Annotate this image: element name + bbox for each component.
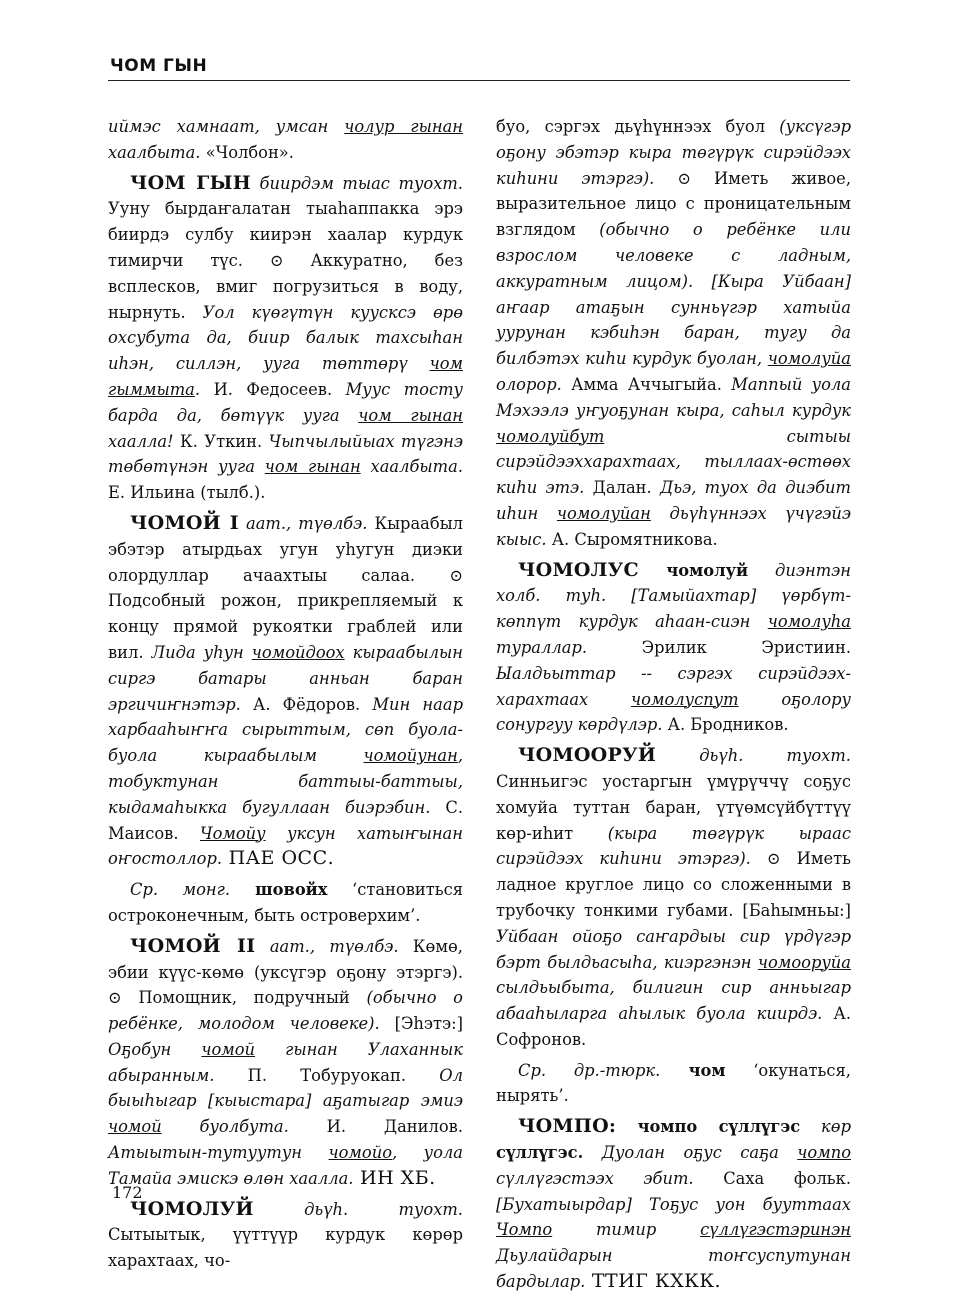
entry-continuation [108,114,463,166]
entry-chom-gyn [108,171,463,506]
grammar-label: диэнтэн холб. туһ. [496,560,851,606]
example-text: иймэс хамнаат, умсан [108,117,345,136]
example-keyword: чолур гынан [344,117,464,136]
source-ref: П. Тобуруокап. [214,1065,407,1085]
grammar-label: биирдэм тыас туохт. [250,173,463,193]
grammar-label: дьүһ. туохт. [656,746,851,766]
example-text: тураллар. [496,637,588,657]
example-keyword: чомпо [797,1143,851,1163]
entry-chompo [496,1114,851,1295]
source-ref: С. Маисов. [108,797,463,843]
headword: ЧОМПО: [518,1115,617,1138]
headword: ЧОМОЙ II [130,934,256,957]
example-keyword: чомойдоох [251,642,345,662]
example-keyword: чомолуһа [767,612,851,632]
example-text: хаалбыта. [108,142,201,162]
example-keyword: чомойунан [363,746,458,766]
definition-note: (кыра төгүрүк ыраас сирэйдээх киһини этэргэ). [496,823,851,869]
definition: Кыраабыл эбэтэр атырдьах угун уһугун диэки олордуллар ачаахтыы салаа. ⊙ Подсобный рожон, прикрепляемый к концу прямой рукоятки граблей или вил. [108,513,463,662]
source-ref: И. Данилов. [288,1117,463,1137]
running-header [108,54,850,81]
example-text: Атыытын-тутуутун [108,1143,329,1163]
example-text: тимир [552,1220,701,1240]
example-text: Уйбаан ойоҕо саҥардыы сир үрдүгэр бэрт былдьасыһа, киэргэнэн [496,926,851,972]
definition: ⊙ Иметь живое, выразительное лицо с проницательным взглядом [496,168,851,240]
source-ref: А. Сыромятникова. [546,529,718,549]
example-text: хаалбыта. [360,457,463,477]
cross-ref-word: сүллүгэс. [496,1143,584,1163]
example-keyword: чомооруйа [757,952,851,972]
example-text: кыраабылын сиргэ батары анньан баран эргичиҥнэтэр. [108,642,463,714]
source-ref: И. Федосеев. [200,379,333,399]
definition: Синньигэс уостаргын үмүрүччү соҕус хомуйа туттан баран, үтүөмсүйбүттүү көр-иһит [496,771,851,843]
example-text: [Бухатыырдар] Тоҕус уон бууттаах [496,1194,851,1214]
spacer [179,824,200,843]
entry-chomoorui [496,743,851,1053]
example-keyword: чомолуйа [767,349,851,369]
etymology-gloss: ‘становиться остроконечным, быть островерхим’. [108,880,463,925]
entry-chomolui-continued [496,114,851,553]
definition: ⊙ Иметь ладное круглое лицо со сложенными в трубочку тонкими губами. [496,849,851,920]
source-ref: А. Софронов. [496,1004,851,1049]
definition: Көмө, эбии күүс-көмө (уксүгэр оҕону этэргэ). ⊙ Помощник, подручный [108,936,463,1008]
cross-ref-label: көр [800,1117,851,1137]
source-ref: Далан. [584,478,652,498]
example-text: оҕолору сонургуу көрдүлэр. [496,689,851,735]
etymology-word: шовойх [230,880,328,900]
example-keyword: чом гынан [264,457,361,477]
source-ref: Е. Ильина (тылб.). [108,483,266,503]
etymology-note [496,1058,851,1110]
definition-note: (обычно о ребёнке, молодом человеке). [108,988,463,1034]
headword: ЧОМ ГЫН [130,171,251,194]
headword: ЧОМОЛУЙ [130,1197,254,1220]
example-speaker: [Баһымньы:] [733,900,851,920]
example-keyword: чомолуйбут [496,426,605,446]
grammar-label: дьүһ. туохт. [253,1199,463,1219]
source-ref: А. Бродников. [662,715,789,735]
example-keyword: чомолуйан [556,503,651,523]
example-keyword: Чомпо [496,1220,553,1240]
source-ref: А. Фёдоров. [240,694,361,714]
source-ref: ТТИГ КХКК. [585,1270,722,1293]
example-speaker: [Эһэтэ:] [379,1014,463,1034]
etymology-word: чом [660,1060,726,1080]
example-text: сылдьыбыта, билигин сир анньыгар абааһыларга аһылык буола киирдэ. [496,978,851,1024]
entry-chomolus [496,558,851,739]
source-ref: К. Уткин. [173,431,263,451]
example-text: гынан Улаханнык абыранным. [108,1039,463,1085]
example-text: буолбута. [161,1117,289,1137]
source-ref: Саха фольк. [693,1168,851,1188]
example-keyword: чомойо [328,1143,393,1163]
example-text: Муус тосту барда да, бөтүүк ууга [108,379,463,425]
entry-chomolui [108,1197,463,1274]
example-text: [Кыра Уйбаан] аҥаар атаҕын сунньүгэр хатыйа уурунан кэбиһэн баран, тугу да билбэтэх киһи курдук буолан, [496,271,851,369]
source-ref: Эрилик Эристиин. [587,637,851,657]
example-text: . [194,379,201,399]
example-keyword: чомолуспут [631,689,739,709]
etymology-gloss: ‘окунаться, нырять’. [496,1060,851,1106]
example-text: олорор. [496,374,562,394]
example-text: Уол күөгүтүн куусксэ өрө охсубута да, биир балык тахсыһан иһэн, силлэн, ууга төттөрү [108,302,463,374]
etymology-label: Ср. др.-тюрк. [518,1060,661,1080]
example-text: сытыы сирэйдээххарахтаах, тыллаах-өстөөх киһи этэ. [496,426,851,498]
source-ref: Амма Аччыгыйа. [561,374,722,394]
left-column [108,114,463,1274]
example-text: Лида уһун [143,642,252,662]
entry-chomoi-2 [108,934,463,1192]
headword: ЧОМООРУЙ [518,744,657,767]
definition-note: (уксүгэр оҕону эбэтэр кыра төгүрүк сирэйдээх киһини этэргэ). [496,117,852,188]
example-text: Дуолан оҕус саҕа [583,1143,798,1163]
headword: ЧОМОЙ I [130,511,239,534]
example-text: Мин наар харбааһыҥҥа сырыттым, сөп буола-буола кыраабылым [108,694,463,766]
definition: Ууну бырдаҥалатан тыаһаппакка эрэ биирдэ сулбу киирэн хаалар курдук тимирчи түс. ⊙ Аккуратно, без всплесков, вмиг погрузиться в воду, нырнуть. [108,199,463,322]
definition: буо, сэргэх дьүһүннээх буол [496,117,766,136]
example-keyword: Чомойу [199,823,266,843]
example-keyword: сүллүгэстэринэн [700,1220,851,1240]
source-ref: «Чолбон». [200,142,294,162]
phrase: чомпо сүллүгэс [616,1117,801,1137]
example-text: Ыалдьыттар -- сэргэх сирэйдээх-харахтаах [496,663,851,709]
example-text: Дьэ, туох да диэбит иһин [496,478,851,523]
example-text: Маппый уола Мэхээлэ уҥуоҕунан кыра, саһыл курдук [496,374,851,420]
example-text: , уола Тамайа эмискэ өлөн хаалла. [108,1143,463,1188]
example-text: Оҕобун [108,1039,202,1059]
grammar-label: аат., түөлбэ. [238,513,368,533]
definition: Сытыытык, үүттүүр курдук көрөр харахтаах, чо- [108,1225,463,1271]
grammar-label: аат., түөлбэ. [255,936,399,956]
running-header-title: ЧОМ ГЫН [110,56,208,76]
source-ref: ПАЕ ОСС. [222,847,335,870]
example-text: Ол быыһыгар [кыыстара] аҕатыгар эмиэ [108,1065,464,1111]
right-column [496,114,851,1295]
example-keyword: чом гынан [358,405,464,425]
example-text: [Тамыйахтар] үөрбүт-көппүт курдук аһаан-сиэн [496,586,851,632]
cross-ref-word: чомолуй [638,560,749,580]
example-text: дьүһүннээх үчүгэйэ кыыс. [496,503,852,549]
example-keyword: чом гыммыта [108,354,463,399]
example-text: , тобуктунан баттыы-баттыы, кыдамаһыкка бугуллаан биэрэбин. [108,746,463,817]
example-keyword: чомой [108,1117,162,1137]
page-number: 172 [112,1183,143,1202]
example-text: Чыпчылыйыах түгэнэ төбөтүнэн ууга [108,431,463,477]
definition-note: (обычно о ребёнке или взрослом человеке с ладным, аккуратным лицом). [496,220,851,291]
example-text: хаалла! [108,431,174,451]
example-text: сүллүгэстээх эбит. [496,1168,694,1188]
source-ref: ИН ХБ. [353,1166,436,1189]
headword: ЧОМОЛУС [518,558,639,581]
etymology-label: Ср. монг. [130,880,231,900]
etymology-note [108,877,463,929]
example-keyword: чомой [201,1039,256,1059]
entry-chomoi-1 [108,511,463,872]
example-text: Дьулайдарын тоҥсуспутунан бардылар. [496,1246,851,1292]
example-text: уксун хатыҥынан оҥостоллор. [108,823,463,869]
